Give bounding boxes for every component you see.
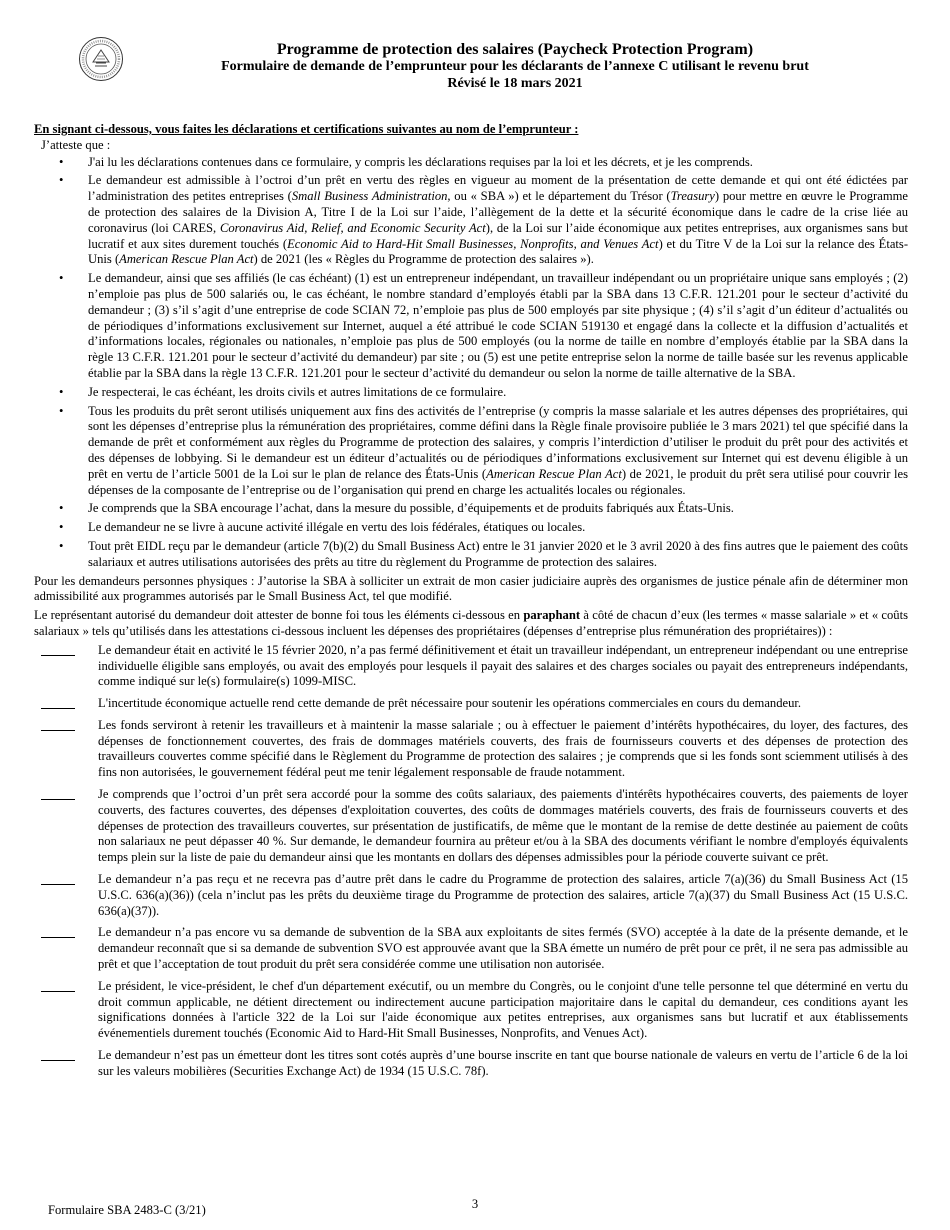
declaration-item: • Le demandeur est admissible à l’octroi d’un prêt en vertu des règles en vigueur au moment de la présentation de cette demande et qui ont été édictées par l’administration des petites entreprises (Small Business Administration, ou « SBA ») et le département du Trésor (Treasury) pour mettre en œuvre le Programme de protection des salaires de la Division A, Titre I de la Loi sur l’aide, l’allègement de la dette et la sécurité économique dans le cadre de la crise liée au coronavirus (loi CARES, Coronavirus Aid, Relief, and Economic Security Act), de la Loi sur l’aide économique aux petites entreprises, aux organismes sans but lucratif et aux sites durement touchés (Economic Aid to Hard-Hit Small Businesses, Nonprofits, and Venues Act) et du Titre V de la Loi sur la relance des États-Unis (American Rescue Plan Act) de 2021 (les « Règles du Programme de protection des salaires »). <box>59 173 909 267</box>
declaration-item: • J'ai lu les déclarations contenues dans ce formulaire, y compris les déclarations requises par la loi et les décrets, et je les comprends. <box>59 154 753 169</box>
bullet-icon: • <box>59 520 64 535</box>
initial-certification-row: L'incertitude économique actuelle rend cette demande de prêt nécessaire pour soutenir les opérations commerciales en cours du demandeur. <box>34 696 908 712</box>
document-header <box>140 41 890 92</box>
bullet-icon: • <box>59 501 64 516</box>
form-identifier: Formulaire SBA 2483-C (3/21) <box>48 1203 206 1217</box>
initials-field[interactable] <box>41 937 75 938</box>
bullet-icon: • <box>59 173 64 188</box>
attest-intro: J’atteste que : <box>41 137 111 152</box>
initials-field[interactable] <box>41 991 75 992</box>
document-subtitle: Formulaire de demande de l’emprunteur pour les déclarants de l’annexe C utilisant le revenu brut <box>221 59 809 74</box>
declaration-item: • Je respecterai, le cas échéant, les droits civils et autres limitations de ce formulaire. <box>59 384 507 399</box>
revision-date: Révisé le 18 mars 2021 <box>447 76 583 91</box>
initials-instruction: Le représentant autorisé du demandeur doit attester de bonne foi tous les éléments ci-dessous en paraphant à côté de chacun d’eux (les termes « masse salariale » et « coûts salariaux » tels qu’utilisés dans les attestations ci-dessous incluent les dépenses des propriétaires (dépenses d’entreprise plus rémunération des propriétaires)) : <box>34 608 908 638</box>
declaration-item: • Je comprends que la SBA encourage l’achat, dans la mesure du possible, d’équipements et de produits fabriqués aux États-Unis. <box>59 501 734 516</box>
initial-certification-row: Le demandeur n’a pas encore vu sa demande de subvention de la SBA aux exploitants de sites fermés (SVO) acceptée à la date de la présente demande, et le demandeur reconnaît que si sa demande de subvention SVO est approuvée avant que la SBA émette un numéro de prêt pour ce prêt, il ne sera pas admissible au prêt et que l’acceptation de tout produit du prêt sera considérée comme une utilisation non autorisée. <box>34 925 908 972</box>
page-number: 3 <box>471 1197 479 1211</box>
initials-field[interactable] <box>41 655 75 656</box>
certifications-section <box>34 122 908 1086</box>
declarations-list <box>34 155 908 571</box>
initial-certification-row: Le demandeur n’est pas un émetteur dont les titres sont cotés auprès d’une bourse inscrite en tant que bourse nationale de valeurs en vertu de l’article 6 de la loi sur les valeurs mobilières (Securities Exchange Act) de 1934 (15 U.S.C. 78f). <box>34 1048 908 1080</box>
initial-certification-row: Le demandeur n’a pas reçu et ne recevra pas d’autre prêt dans le cadre du Programme de protection des salaires, article 7(a)(36) du Small Business Act (15 U.S.C. 636(a)(36)) (cela n’inclut pas les prêts du deuxième tirage du Programme de protection des salaires, article 7(a)(37) du Small Business Act (15 U.S.C. 636(a)(37)). <box>34 872 908 919</box>
document-title: Programme de protection des salaires (Paycheck Protection Program) <box>276 41 754 58</box>
initials-field[interactable] <box>41 730 75 731</box>
bullet-icon: • <box>59 384 64 399</box>
declaration-item: • Le demandeur, ainsi que ses affiliés (le cas échéant) (1) est un entrepreneur indépendant, un travailleur indépendant ou un propriétaire unique sans employés ; (2) n’emploie pas plus de 500 salariés ou, le cas échéant, le nombre standard d’employés établi par la SBA dans 13 C.F.R. 121.201 pour le secteur d’activité du demandeur ; (3) s’il s’agit d’une entreprise de code SCIAN 72, n’emploie pas plus de 500 employés par site physique ; (4) s’il s’agit d’un éditeur d’actualités ou de périodiques d’informations exclusivement sur Internet, auquel a été attribué le code SCIAN 519130 et engagé dans la collecte et la diffusion d’actualités et d’informations locales, régionales ou nationales, n’emploie pas plus de 500 employés (ou la norme de taille en nombre d’employés établie par la SBA dans la règle 13 C.F.R. 121.201 pour le secteur d’activité du demandeur) par site ; ou (5) est une petite entreprise selon la norme de taille basée sur les revenus applicable établie par la SBA dans la règle 13 C.F.R. 121.201 pour le secteur d’activité du demandeur ou selon la norme de taille alternative de la SBA. <box>59 271 908 380</box>
declaration-item: • Tout prêt EIDL reçu par le demandeur (article 7(b)(2) du Small Business Act) entre le 31 janvier 2020 et le 3 avril 2020 à des fins autres que le paiement des coûts salariaux et autres utilisations autorisées des prêts au titre du règlement du Programme de protection des salaires. <box>59 538 908 569</box>
bullet-icon: • <box>59 403 64 418</box>
initial-certification-row: Le demandeur était en activité le 15 février 2020, n’a pas fermé définitivement et était un travailleur indépendant, un entrepreneur indépendant ou une entreprise individuelle éligible sans employés, ou avait des employés pour lesquels il payait des salaires et des charges sociales ou payait des entrepreneurs indépendants, comme indiqué sur le(s) formulaire(s) 1099-MISC. <box>34 643 908 690</box>
initials-field[interactable] <box>41 1060 75 1061</box>
initials-list <box>34 643 908 1080</box>
bullet-icon: • <box>59 154 64 169</box>
declaration-item: • Tous les produits du prêt seront utilisés uniquement aux fins des activités de l’entreprise (y compris la masse salariale et les autres dépenses des propriétaires, qui sont les dépenses d’entreprise plus la rémunération des propriétaires, comme défini dans la Règle finale provisoire publiée le 3 mars 2021) tel que spécifié dans la demande de prêt et conformément aux règles du Programme de protection des salaires, y compris l’interdiction d’utiliser le produit du prêt pour des activités et des dépenses de lobbying. Si le demandeur est un éditeur d’actualités ou de périodiques d’informations exclusivement sur Internet qui est devenu éligible à un prêt en vertu de l’article 5001 de la Loi sur le plan de relance des États-Unis (American Rescue Plan Act) de 2021, le produit du prêt sera utilisé pour couvrir les dépenses de la composante de l’entreprise ou de l’organisation qui prend en charge les actualités locales ou régionales. <box>59 403 908 497</box>
section-heading: En signant ci-dessous, vous faites les déclarations et certifications suivantes au nom de l’emprunteur : <box>34 122 579 136</box>
initials-field[interactable] <box>41 884 75 885</box>
sba-seal-icon <box>78 36 124 82</box>
bullet-icon: • <box>59 538 64 553</box>
initials-field[interactable] <box>41 708 75 709</box>
bullet-icon: • <box>59 271 64 286</box>
declaration-item: • Le demandeur ne se livre à aucune activité illégale en vertu des lois fédérales, étatiques ou locales. <box>59 520 586 535</box>
criminal-record-authorization: Pour les demandeurs personnes physiques : J’autorise la SBA à solliciter un extrait de mon casier judiciaire auprès des organismes de justice pénale afin de déterminer mon admissibilité aux programmes autorisés par le Small Business Act, tel que modifié. <box>34 573 908 604</box>
initial-certification-row: Les fonds serviront à retenir les travailleurs et à maintenir la masse salariale ; ou à effectuer le paiement d’intérêts hypothécaires, du loyer, des factures, des dépenses de fonctionnement couvertes, des frais de dommages matériels couverts, des frais de fournisseurs couverts et des dépenses de protection des travailleurs couvertes comme spécifié dans le Règlement du Programme de protection des salaires ; je comprends que si les fonds sont sciemment utilisés à des fins non autorisées, le gouvernement fédéral peut me tenir légalement responsable de fraude notamment. <box>34 718 908 781</box>
initials-field[interactable] <box>41 799 75 800</box>
initial-certification-row: Je comprends que l’octroi d’un prêt sera accordé pour la somme des coûts salariaux, des paiements d'intérêts hypothécaires couverts, des paiements de loyer couverts, des factures couvertes, des dépenses d'exploitation couvertes, des coûts de dommages matériels couverts, des frais de fournisseurs couverts et des dépenses de protection des travailleurs couvertes, sur présentation de justificatifs, de même que le montant de la remise de dette destinée au paiement de coûts non salariaux ne peut dépasser 40 %. Sur demande, le demandeur fournira au prêteur et/ou à la SBA des documents vérifiant le nombre d'employés équivalents temps plein sur la liste de paie du demandeur ainsi que les montants en dollars des dépenses admissibles pour la période couverte suivant ce prêt. <box>34 787 908 866</box>
initial-certification-row: Le président, le vice-président, le chef d'un département exécutif, ou un membre du Congrès, ou le conjoint d'une telle personne tel que déterminé en vertu du droit commun applicable, ne détient directement ou indirectement aucune participation majoritaire dans le capital du demandeur, ces conditions ayant les significations données à l'article 322 de la Loi sur l'aide économique aux petites entreprises, aux organismes sans but lucratif et aux établissements événementiels durement touchés (Economic Aid to Hard-Hit Small Businesses, Nonprofits, and Venues Act). <box>34 979 908 1042</box>
